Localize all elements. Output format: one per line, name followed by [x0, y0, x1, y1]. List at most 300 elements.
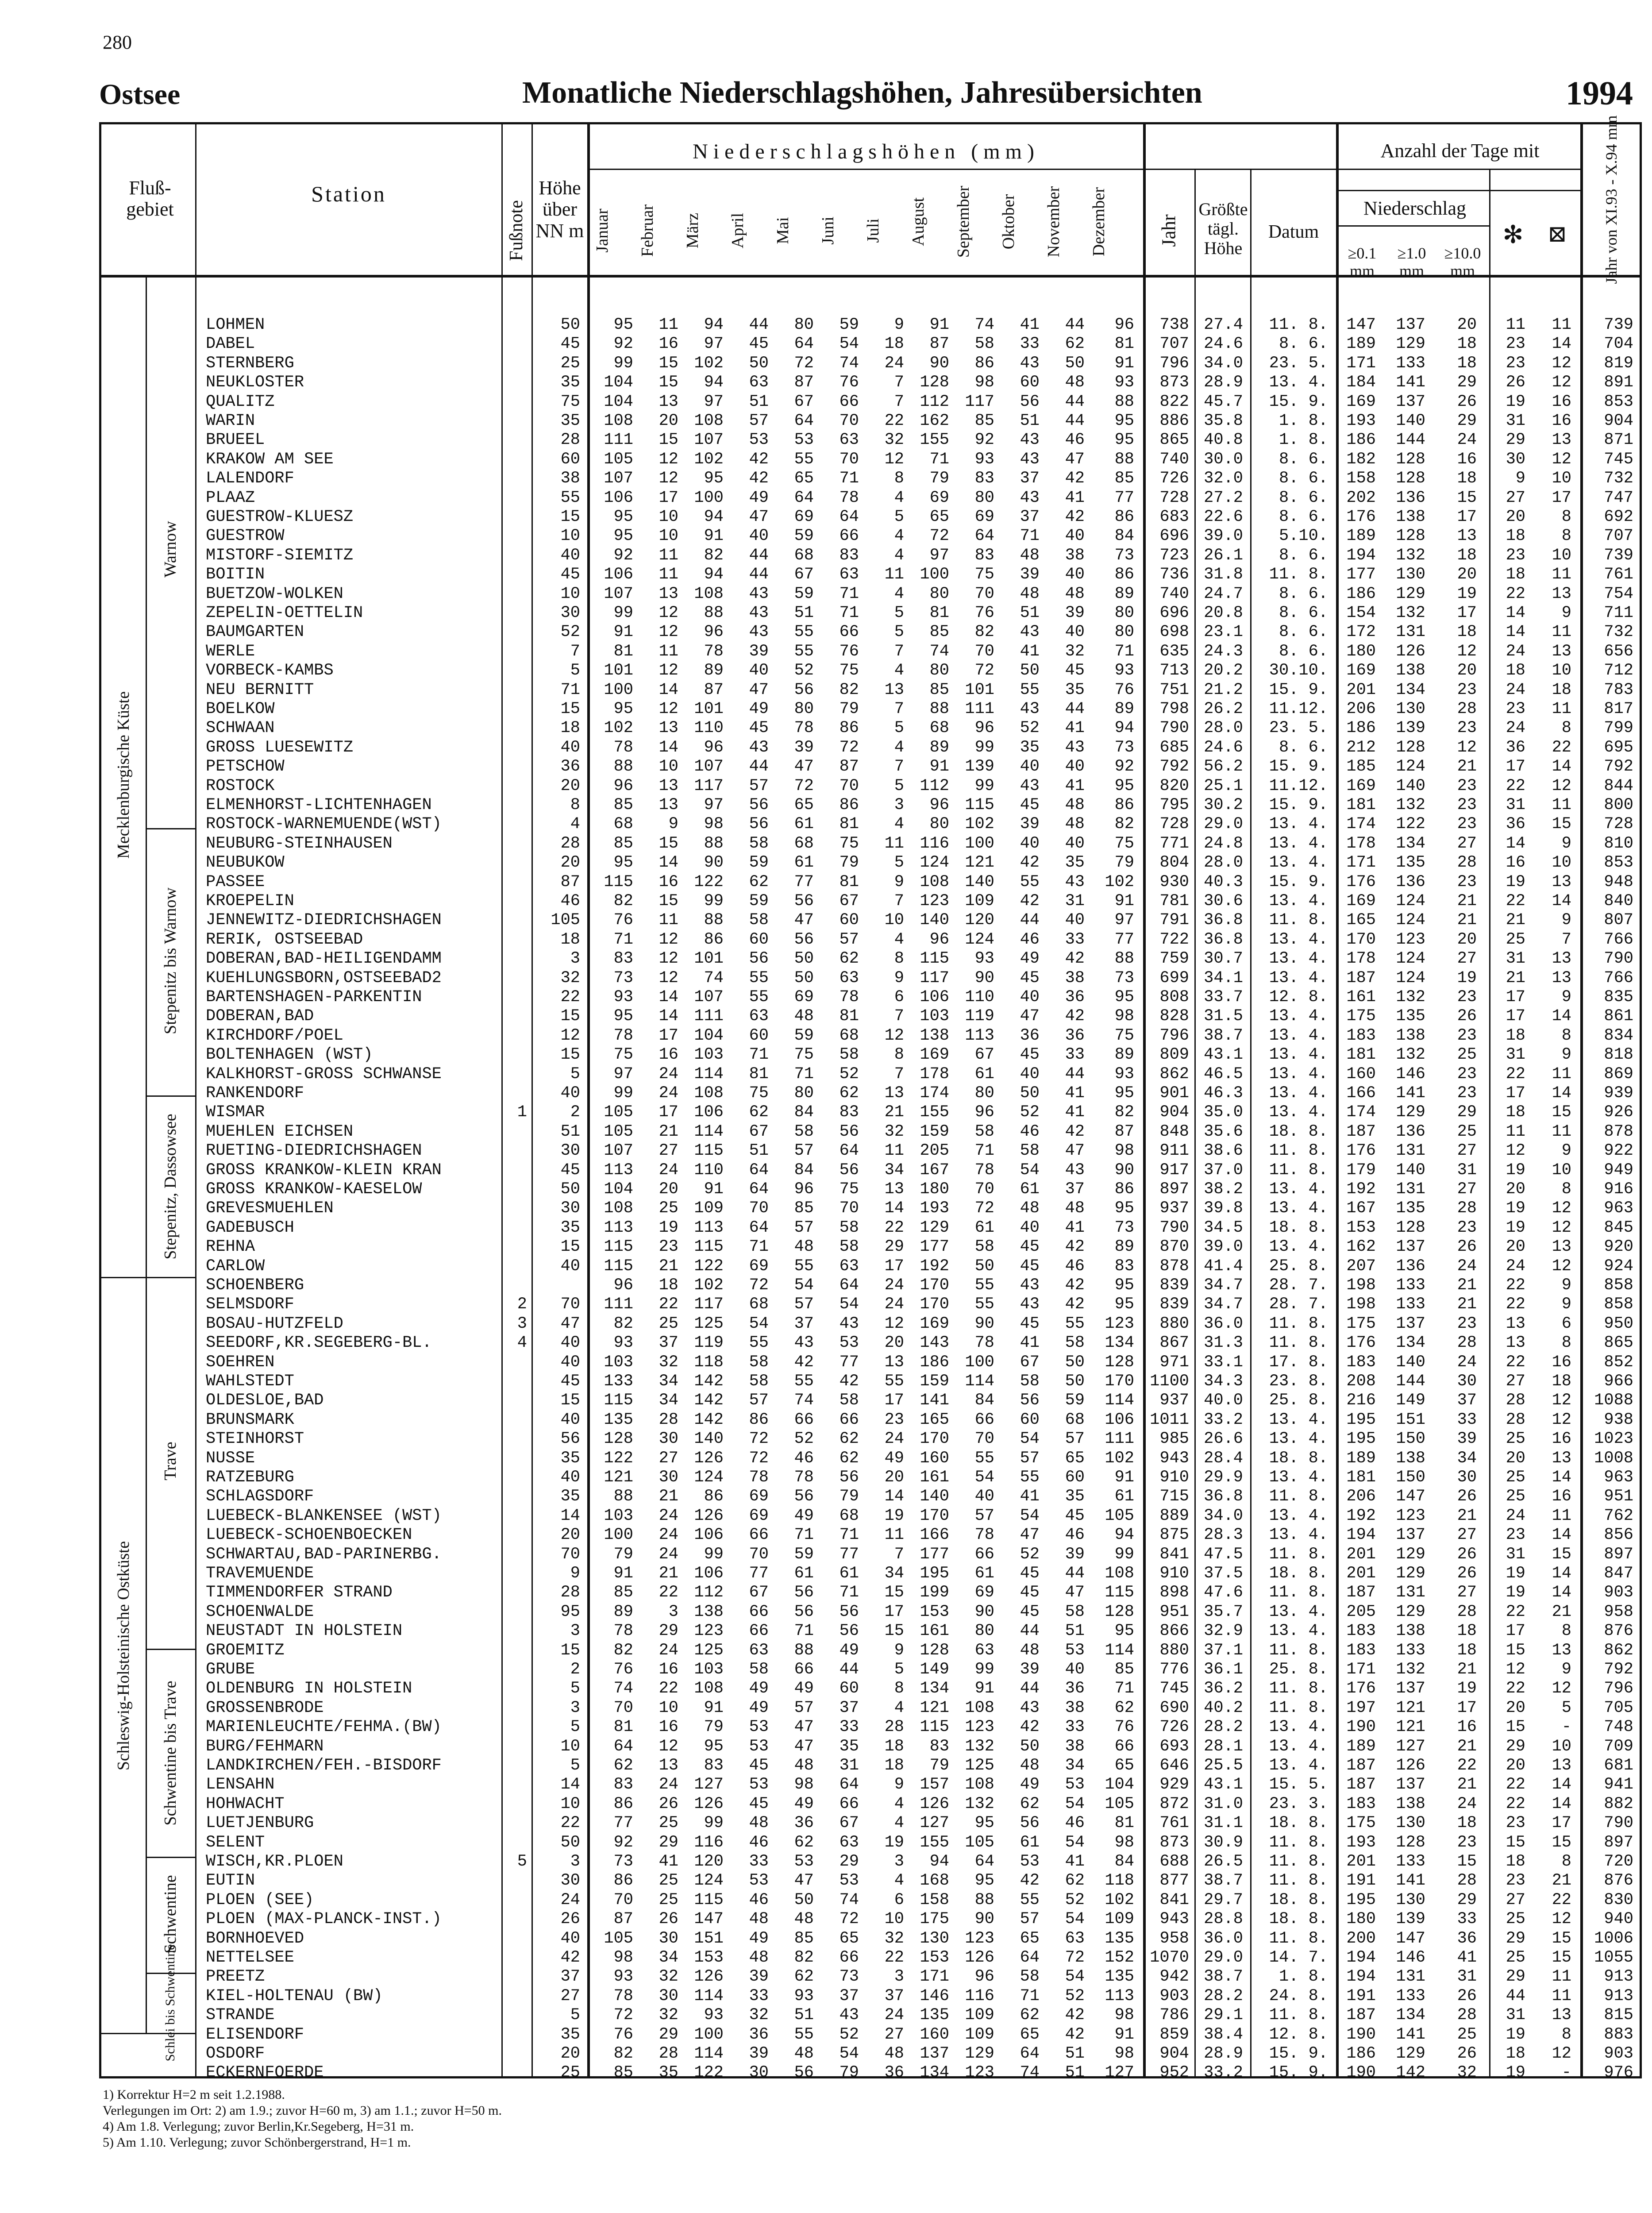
cell-jahr: 726 [1159, 1718, 1189, 1737]
cell-schneedecke: 12 [1552, 1257, 1571, 1276]
cell-hoehe: 15 [560, 1641, 580, 1660]
cell-feb: 13 [658, 584, 678, 603]
cell-jul: 13 [884, 1084, 904, 1103]
cell-jun: 58 [839, 1391, 859, 1410]
cell-n01: 169 [1346, 392, 1376, 411]
cell-mar: 142 [694, 1391, 724, 1410]
cell-max: 47.5 [1204, 1545, 1243, 1564]
cell-station: NEU BERNITT [206, 680, 314, 699]
cell-sep: 96 [974, 1967, 994, 1986]
cell-schneedecke: 16 [1552, 1487, 1571, 1506]
cell-n100: 16 [1457, 450, 1477, 469]
cell-okt: 45 [1020, 1602, 1040, 1621]
cell-n01: 187 [1346, 1122, 1376, 1141]
cell-nov: 39 [1065, 1545, 1085, 1564]
cell-schnee: 20 [1506, 1698, 1525, 1717]
cell-mai: 96 [794, 1180, 814, 1199]
cell-jul: 34 [884, 1564, 904, 1583]
cell-n100: 18 [1457, 354, 1477, 373]
cell-schneedecke: 14 [1552, 1794, 1571, 1813]
cell-apr: 69 [749, 1487, 769, 1506]
cell-jul: 5 [894, 719, 904, 738]
cell-station: SELMSDORF [206, 1295, 294, 1314]
cell-schneedecke: 11 [1552, 1967, 1571, 1986]
cell-station: BOITIN [206, 565, 265, 584]
cell-datum: 14. 7. [1269, 1948, 1328, 1967]
cell-jul: 22 [884, 412, 904, 430]
cell-feb: 22 [658, 1295, 678, 1314]
cell-jahr: 943 [1159, 1449, 1189, 1468]
cell-nov: 72 [1065, 1948, 1085, 1967]
table-row [101, 930, 1640, 949]
cell-n100: 28 [1457, 1199, 1477, 1218]
cell-n10: 123 [1396, 930, 1425, 949]
cell-jun: 71 [839, 604, 859, 622]
cell-n100: 36 [1457, 1929, 1477, 1948]
header-threshold: ≥1.0 mm [1397, 244, 1426, 280]
cell-hoehe: 10 [560, 1794, 580, 1813]
cell-jul: 4 [894, 1814, 904, 1833]
cell-feb: 30 [658, 1986, 678, 2005]
cell-max: 39.0 [1204, 527, 1243, 546]
cell-apr: 63 [749, 1007, 769, 1026]
cell-jan: 107 [604, 584, 633, 603]
cell-max: 46.3 [1204, 1084, 1243, 1103]
cell-jan: 82 [613, 892, 633, 910]
cell-sep: 123 [965, 2063, 994, 2082]
cell-okt: 56 [1020, 392, 1040, 411]
cell-sep: 120 [965, 911, 994, 930]
cell-schnee: 22 [1506, 1295, 1525, 1314]
cell-jahr-hydro: 747 [1604, 488, 1633, 507]
cell-aug: 103 [920, 1007, 949, 1026]
cell-hoehe: 40 [560, 1468, 580, 1487]
cell-n10: 139 [1396, 1910, 1425, 1929]
cell-schnee: 28 [1506, 1391, 1525, 1410]
cell-dez: 91 [1114, 2025, 1134, 2044]
table-row [101, 738, 1640, 757]
cell-schneedecke: 12 [1552, 450, 1571, 469]
cell-nov: 34 [1065, 1756, 1085, 1775]
cell-dez: 118 [1105, 1871, 1134, 1890]
cell-jun: 78 [839, 988, 859, 1006]
cell-jan: 77 [613, 1814, 633, 1833]
cell-apr: 58 [749, 834, 769, 853]
cell-n01: 190 [1346, 2025, 1376, 2044]
cell-nov: 36 [1065, 1679, 1085, 1698]
cell-hoehe: 9 [570, 1564, 580, 1583]
cell-schneedecke: 14 [1552, 1564, 1571, 1583]
cell-max: 36.8 [1204, 911, 1243, 930]
cell-jahr-hydro: 916 [1604, 1180, 1633, 1199]
cell-mai: 52 [794, 1430, 814, 1449]
cell-schnee: 22 [1506, 892, 1525, 910]
cell-datum: 11. 8. [1269, 1698, 1328, 1717]
cell-schneedecke: 12 [1552, 1218, 1571, 1237]
cell-jul: 8 [894, 1045, 904, 1064]
cell-jul: 28 [884, 1718, 904, 1737]
cell-hoehe: 20 [560, 2044, 580, 2063]
cell-fussnote: 2 [517, 1295, 527, 1314]
cell-feb: 10 [658, 1698, 678, 1717]
cell-mai: 68 [794, 546, 814, 565]
basin-label: Schleswig-Holsteinische Ostküste [114, 1541, 133, 1771]
cell-jahr-hydro: 897 [1604, 1833, 1633, 1852]
cell-schnee: 18 [1506, 1026, 1525, 1045]
cell-feb: 14 [658, 853, 678, 872]
cell-mar: 87 [704, 680, 724, 699]
cell-aug: 128 [920, 1641, 949, 1660]
cell-mar: 138 [694, 1602, 724, 1621]
cell-jan: 71 [613, 930, 633, 949]
table-row [101, 1948, 1640, 1967]
cell-max: 24.6 [1204, 335, 1243, 354]
cell-feb: 32 [658, 1353, 678, 1372]
table-row [101, 777, 1640, 796]
cell-jan: 122 [604, 1449, 633, 1468]
cell-mar: 100 [694, 488, 724, 507]
cell-n01: 201 [1346, 680, 1376, 699]
cell-feb: 12 [658, 968, 678, 987]
cell-jahr-hydro: 847 [1604, 1564, 1633, 1583]
cell-n01: 189 [1346, 527, 1376, 546]
page-title: Monatliche Niederschlagshöhen, Jahresübersichten [522, 76, 1202, 110]
cell-datum: 11. 8. [1269, 2006, 1328, 2025]
cell-mai: 77 [794, 872, 814, 891]
cell-apr: 63 [749, 1641, 769, 1660]
cell-mar: 103 [694, 1045, 724, 1064]
cell-nov: 54 [1065, 1910, 1085, 1929]
cell-jul: 5 [894, 853, 904, 872]
cell-hoehe: 15 [560, 1045, 580, 1064]
cell-datum: 11.12. [1269, 700, 1328, 718]
cell-n01: 167 [1346, 1199, 1376, 1218]
cell-datum: 18. 8. [1269, 1890, 1328, 1909]
cell-n01: 176 [1346, 508, 1376, 526]
cell-schneedecke: 14 [1552, 1084, 1571, 1103]
cell-max: 40.8 [1204, 431, 1243, 450]
cell-apr: 60 [749, 930, 769, 949]
cell-dez: 76 [1114, 1718, 1134, 1737]
cell-apr: 48 [749, 1910, 769, 1929]
cell-jahr-hydro: 1055 [1594, 1948, 1633, 1967]
cell-n100: 26 [1457, 392, 1477, 411]
cell-max: 28.4 [1204, 1449, 1243, 1468]
cell-aug: 155 [920, 1833, 949, 1852]
cell-mai: 50 [794, 949, 814, 968]
header-month: Februar [638, 204, 657, 257]
cell-jahr-hydro: 1008 [1594, 1449, 1633, 1468]
cell-datum: 23. 5. [1269, 719, 1328, 738]
cell-hoehe: 45 [560, 1160, 580, 1180]
cell-hoehe: 40 [560, 1353, 580, 1372]
cell-nov: 50 [1065, 1353, 1085, 1372]
table-row [101, 1430, 1640, 1449]
cell-hoehe: 45 [560, 565, 580, 584]
cell-jahr-hydro: 891 [1604, 373, 1633, 392]
cell-n10: 142 [1396, 2063, 1425, 2082]
cell-jahr-hydro: 783 [1604, 680, 1633, 699]
cell-mar: 108 [694, 412, 724, 430]
cell-okt: 44 [1020, 911, 1040, 930]
table-row [101, 1660, 1640, 1679]
table-row [101, 1026, 1640, 1045]
cell-okt: 44 [1020, 1679, 1040, 1698]
cell-nov: 46 [1065, 1257, 1085, 1276]
cell-jan: 92 [613, 335, 633, 354]
cell-dez: 134 [1105, 1334, 1134, 1353]
cell-n100: 20 [1457, 316, 1477, 334]
cell-jahr: 897 [1159, 1180, 1189, 1199]
cell-schnee: 22 [1506, 1064, 1525, 1083]
cell-jul: 6 [894, 1890, 904, 1909]
cell-station: MUEHLEN EICHSEN [206, 1122, 354, 1141]
cell-schneedecke: 22 [1552, 738, 1571, 757]
cell-max: 36.2 [1204, 1679, 1243, 1698]
cell-nov: 54 [1065, 1967, 1085, 1986]
cell-apr: 54 [749, 1314, 769, 1333]
table-row [101, 1775, 1640, 1794]
table-row [101, 1141, 1640, 1160]
cell-n10: 141 [1396, 1084, 1425, 1103]
cell-nov: 42 [1065, 1276, 1085, 1295]
cell-datum: 13. 4. [1269, 1622, 1328, 1641]
cell-jahr-hydro: 1088 [1594, 1391, 1633, 1410]
cell-datum: 12. 8. [1269, 988, 1328, 1006]
cell-feb: 15 [658, 373, 678, 392]
cell-schnee: 22 [1506, 1276, 1525, 1295]
cell-max: 30.9 [1204, 1833, 1243, 1852]
cell-max: 38.7 [1204, 1026, 1243, 1045]
cell-n100: 23 [1457, 1026, 1477, 1045]
cell-jan: 64 [613, 1737, 633, 1756]
cell-max: 34.3 [1204, 1372, 1243, 1391]
cell-mai: 85 [794, 1929, 814, 1948]
cell-jan: 105 [604, 450, 633, 469]
cell-jan: 89 [613, 1602, 633, 1621]
cell-n01: 160 [1346, 1064, 1376, 1083]
cell-nov: 44 [1065, 1564, 1085, 1583]
cell-n100: 23 [1457, 815, 1477, 834]
cell-n01: 194 [1346, 1967, 1376, 1986]
cell-aug: 124 [920, 853, 949, 872]
cell-station: REHNA [206, 1238, 255, 1257]
cell-jan: 62 [613, 1756, 633, 1775]
cell-feb: 12 [658, 700, 678, 718]
cell-n01: 195 [1346, 1430, 1376, 1449]
cell-okt: 52 [1020, 1103, 1040, 1122]
cell-n01: 201 [1346, 1852, 1376, 1871]
header-month: Juli [864, 218, 882, 243]
cell-aug: 83 [929, 1737, 949, 1756]
cell-mai: 48 [794, 1910, 814, 1929]
cell-aug: 85 [929, 623, 949, 642]
cell-schnee: 15 [1506, 1833, 1525, 1852]
cell-schneedecke: 9 [1561, 1295, 1571, 1314]
cell-mar: 118 [694, 1353, 724, 1372]
header-month: Oktober [999, 194, 1018, 250]
cell-mai: 59 [794, 1545, 814, 1564]
cell-okt: 65 [1020, 2025, 1040, 2044]
cell-sep: 71 [974, 1141, 994, 1160]
cell-n10: 130 [1396, 1814, 1425, 1833]
cell-aug: 170 [920, 1430, 949, 1449]
cell-hoehe: 35 [560, 373, 580, 392]
cell-jun: 44 [839, 1660, 859, 1679]
cell-sep: 99 [974, 738, 994, 757]
cell-n100: 33 [1457, 1910, 1477, 1929]
cell-jahr: 875 [1159, 1526, 1189, 1545]
cell-jun: 65 [839, 1929, 859, 1948]
cell-max: 20.2 [1204, 661, 1243, 680]
cell-jahr: 828 [1159, 1007, 1189, 1026]
table-row [101, 1180, 1640, 1199]
header-threshold: ≥10.0 mm [1444, 244, 1481, 280]
cell-schnee: 20 [1506, 1449, 1525, 1468]
cell-feb: 14 [658, 738, 678, 757]
cell-aug: 140 [920, 911, 949, 930]
cell-jan: 115 [604, 1391, 633, 1410]
cell-jahr: 635 [1159, 642, 1189, 661]
cell-schneedecke: 9 [1561, 988, 1571, 1006]
cell-n01: 190 [1346, 2063, 1376, 2082]
cell-dez: 102 [1105, 872, 1134, 891]
cell-schneedecke: 15 [1552, 815, 1571, 834]
cell-station: LANDKIRCHEN/FEH.-BISDORF [206, 1756, 442, 1775]
cell-schneedecke: 14 [1552, 1775, 1571, 1794]
cell-feb: 12 [658, 450, 678, 469]
cell-nov: 62 [1065, 1871, 1085, 1890]
cell-hoehe: 40 [560, 1257, 580, 1276]
table-row [101, 911, 1640, 930]
cell-jahr-hydro: 904 [1604, 412, 1633, 430]
cell-sep: 83 [974, 546, 994, 565]
cell-n10: 130 [1396, 1890, 1425, 1909]
cell-okt: 45 [1020, 1045, 1040, 1064]
cell-jan: 87 [613, 1910, 633, 1929]
cell-hoehe: 28 [560, 1583, 580, 1602]
cell-jan: 75 [613, 1045, 633, 1064]
cell-mai: 49 [794, 1794, 814, 1813]
cell-aug: 91 [929, 316, 949, 334]
cell-schnee: 20 [1506, 508, 1525, 526]
cell-jahr: 848 [1159, 1122, 1189, 1141]
cell-jahr: 886 [1159, 412, 1189, 430]
cell-okt: 47 [1020, 1007, 1040, 1026]
cell-station: WISCH,KR.PLOEN [206, 1852, 343, 1871]
cell-n01: 207 [1346, 1257, 1376, 1276]
table-row [101, 815, 1640, 834]
cell-station: ECKERNFOERDE [206, 2063, 324, 2082]
cell-jul: 7 [894, 1545, 904, 1564]
cell-nov: 52 [1065, 1986, 1085, 2005]
cell-okt: 39 [1020, 565, 1040, 584]
cell-n01: 176 [1346, 1679, 1376, 1698]
cell-sep: 90 [974, 1602, 994, 1621]
cell-apr: 43 [749, 738, 769, 757]
cell-jul: 4 [894, 930, 904, 949]
cell-sep: 91 [974, 1679, 994, 1698]
cell-schneedecke: 12 [1552, 1679, 1571, 1698]
cell-apr: 58 [749, 911, 769, 930]
cell-station: LOHMEN [206, 316, 265, 334]
cell-schneedecke: 12 [1552, 2044, 1571, 2063]
year-label: 1994 [1566, 75, 1633, 112]
cell-datum: 18. 8. [1269, 1218, 1328, 1237]
cell-max: 24.3 [1204, 642, 1243, 661]
cell-okt: 40 [1020, 834, 1040, 853]
cell-n01: 197 [1346, 1698, 1376, 1717]
cell-station: BUETZOW-WOLKEN [206, 584, 343, 603]
cell-schneedecke: 9 [1561, 604, 1571, 622]
cell-mai: 48 [794, 1756, 814, 1775]
cell-max: 21.2 [1204, 680, 1243, 699]
table-row [101, 1929, 1640, 1948]
cell-max: 38.6 [1204, 1141, 1243, 1160]
cell-jahr: 985 [1159, 1430, 1189, 1449]
cell-mai: 78 [794, 1468, 814, 1487]
cell-hoehe: 38 [560, 469, 580, 488]
table-row [101, 1257, 1640, 1276]
cell-jahr-hydro: 810 [1604, 834, 1633, 853]
cell-n01: 195 [1346, 1890, 1376, 1909]
cell-feb: 29 [658, 1622, 678, 1641]
cell-jahr: 728 [1159, 815, 1189, 834]
cell-okt: 50 [1020, 661, 1040, 680]
cell-okt: 48 [1020, 546, 1040, 565]
cell-dez: 88 [1114, 949, 1134, 968]
cell-schnee: 9 [1515, 469, 1525, 488]
cell-jahr-hydro: 761 [1604, 565, 1633, 584]
cell-jahr: 740 [1159, 450, 1189, 469]
cell-okt: 54 [1020, 1430, 1040, 1449]
cell-sep: 70 [974, 1430, 994, 1449]
cell-mar: 115 [694, 1141, 724, 1160]
cell-station: BOLTENHAGEN (WST) [206, 1045, 373, 1064]
cell-n01: 182 [1346, 450, 1376, 469]
cell-datum: 13. 4. [1269, 1007, 1328, 1026]
cell-dez: 114 [1105, 1391, 1134, 1410]
cell-jun: 70 [839, 450, 859, 469]
cell-schnee: 15 [1506, 1718, 1525, 1737]
cell-station: TIMMENDORFER STRAND [206, 1583, 393, 1602]
cell-mar: 124 [694, 1871, 724, 1890]
cell-schneedecke: 10 [1552, 546, 1571, 565]
cell-schnee: 17 [1506, 988, 1525, 1006]
cell-hoehe: 50 [560, 1833, 580, 1852]
cell-n100: 23 [1457, 872, 1477, 891]
cell-hoehe: 2 [570, 1660, 580, 1679]
cell-hoehe: 5 [570, 1064, 580, 1083]
table-row [101, 1891, 1640, 1910]
cell-nov: 41 [1065, 1103, 1085, 1122]
cell-jahr: 786 [1159, 2006, 1189, 2025]
cell-jan: 113 [604, 1218, 633, 1237]
cell-jan: 82 [613, 1314, 633, 1333]
cell-aug: 137 [920, 2044, 949, 2063]
cell-datum: 13. 4. [1269, 1756, 1328, 1775]
cell-station: GUESTROW-KLUESZ [206, 508, 354, 526]
table-row [101, 1622, 1640, 1641]
cell-aug: 134 [920, 2063, 949, 2082]
table-row [101, 2025, 1640, 2044]
cell-station: NEUSTADT IN HOLSTEIN [206, 1622, 403, 1641]
cell-schnee: 36 [1506, 738, 1525, 757]
cell-datum: 23. 5. [1269, 354, 1328, 373]
cell-max: 35.8 [1204, 412, 1243, 430]
cell-apr: 45 [749, 719, 769, 738]
cell-nov: 68 [1065, 1410, 1085, 1429]
